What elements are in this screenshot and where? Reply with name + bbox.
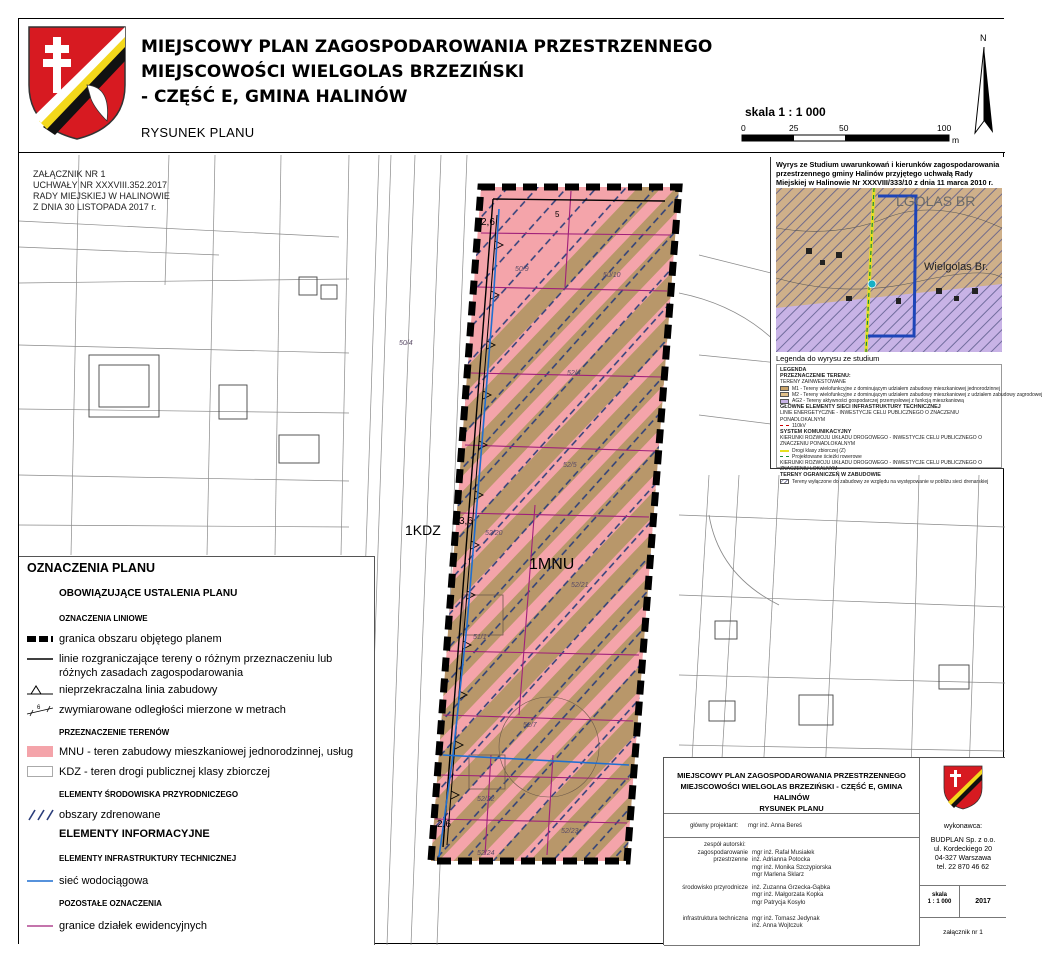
- title-block-title: MIEJSCOWY PLAN ZAGOSPODAROWANIA PRZESTRZENNEGO MIEJSCOWOŚCI WIELGOLAS BRZEZIŃSKI - CZĘŚĆ E, GMINA HALINÓW RYSUNEK PLANU: [664, 758, 920, 814]
- inset-place-label: Wielgolas Br.: [924, 261, 989, 273]
- dimension-symbol-icon: [27, 703, 53, 717]
- svg-text:50/10: 50/10: [603, 272, 621, 279]
- scale-label: skala 1 : 1 000: [745, 105, 826, 119]
- building-line-symbol-icon: [27, 683, 53, 697]
- svg-text:52/4: 52/4: [567, 370, 581, 377]
- scale-tick-label: 50: [839, 123, 849, 133]
- parcel-line-symbol-icon: [27, 919, 53, 933]
- inset-place-label-top: LGOLAS BR: [896, 193, 976, 209]
- legend-item-zone-boundary: linie rozgraniczające tereny o różnym przeznaczeniu lub różnych zasadach zagospodarowania: [27, 652, 367, 680]
- legend-item-plan-boundary: granica obszaru objętego planem: [27, 632, 222, 646]
- svg-text:50/9: 50/9: [515, 266, 529, 273]
- dim-label: 5: [555, 210, 560, 219]
- svg-text:52/21: 52/21: [571, 582, 589, 589]
- legend-item-water: sieć wodociągowa: [27, 874, 148, 888]
- inset-map: [776, 188, 1002, 352]
- scale-tick-label: 100: [937, 123, 952, 133]
- legend-info-heading: ELEMENTY INFORMACYJNE: [59, 828, 210, 840]
- legend-binding-heading: OBOWIĄZUJĄCE USTALENIA PLANU: [59, 588, 238, 599]
- plan-sheet: [18, 18, 1042, 944]
- attachment-pane: załącznik nr 1: [943, 929, 983, 936]
- legend-item-kdz: KDZ - teren drogi publicznej klasy zbiorczej: [27, 765, 270, 779]
- svg-text:52/24: 52/24: [477, 850, 495, 857]
- chief-designer-pane: główny projektant: mgr inż. Anna Bereś: [664, 814, 920, 838]
- inset-legend: LEGENDA PRZEZNACZENIE TERENU: TERENY ZAINWESTOWANE M1 - Tereny wielofunkcyjne z dominującym udziałem zabudowy mieszkaniowej jednorodzinnej M2 - Tereny wielofunkcyjne z dominującym udziałem zabudowy mieszkaniowej z udziałem zabudowy zagrodowej AG2 - Tereny aktywności gospodarczej przemysłowej z funkcją mieszkaniową GŁÓWNE ELEMENTY SIECI INFRASTRUKTURY TECHNICZNEJ LINIE ENERGETYCZNE - INWESTYCJE CELU PUBLICZNEGO O ZNACZENIU PONADLOKALNYM 110kV SYSTEM KOMUNIKACYJNY KIERUNKI ROZWOJU UKŁADU DROGOWEGO - INWESTYCJE CELU PUBLICZNEGO O ZNACZENIU PONADLOKALNYM Drogi klasy zbiorczej (Z) Projektowane ścieżki rowerowe KIERUNKI ROZWOJU UKŁADU DROGOWEGO - INWESTYCJE CELU PUBLICZNEGO O ZNACZENIU LOKALNYM TERENY OGRANICZEŃ W ZABUDOWIE Tereny wyłączone do zabudowy ze względu na występowanie w pobliżu sieci drenarskiej: [776, 364, 1002, 468]
- legend-item-building-line: nieprzekraczalna linia zabudowy: [27, 683, 217, 697]
- halinow-coat-of-arms-icon: [922, 762, 1004, 812]
- author-team-pane: zespół autorski: zagospodarowanie przestrzenne mgr inż. Rafał Musiałek inż. Adrianna Potocka mgr inż. Monika Szczypiorska mgr Marlena Sklarz środowisko przyrodnicze inż. Zuzanna Grzecka-Gąbka mgr inż. Małgorzata Kopka mgr Patrycja Kosyło infrastruktura techniczna mgr inż. Tomasz Jedynak inż. Anna Wojtczuk: [664, 838, 920, 946]
- svg-text:52/20: 52/20: [485, 530, 503, 537]
- svg-text:52/22: 52/22: [477, 796, 495, 803]
- dim-label: 2,6: [437, 819, 451, 830]
- annex-note: ZAŁĄCZNIK NR 1 UCHWAŁY NR XXXVIII.352.2017 RADY MIEJSKIEJ W HALINOWIE Z DNIA 30 LISTOPADA 2017 r.: [33, 169, 170, 212]
- north-arrow-icon: [969, 29, 999, 141]
- drainage-symbol-icon: [27, 808, 53, 822]
- plan-legend: [19, 556, 375, 945]
- studium-inset: [770, 157, 1042, 485]
- halinow-coat-of-arms-icon: [25, 23, 129, 141]
- svg-text:52/7: 52/7: [523, 722, 537, 729]
- svg-text:52/23: 52/23: [561, 828, 579, 835]
- plan-subtitle: RYSUNEK PLANU: [141, 125, 255, 140]
- plan-map: [19, 155, 1042, 945]
- dim-label: 3,6: [459, 516, 473, 527]
- scale-tick-label: 25: [789, 123, 799, 133]
- svg-text:52/5: 52/5: [563, 462, 577, 469]
- dim-label: 2,6: [481, 217, 495, 228]
- plan-title: MIEJSCOWY PLAN ZAGOSPODAROWANIA PRZESTRZENNEGO MIEJSCOWOŚCI WIELGOLAS BRZEZIŃSKI - CZĘŚĆ E, GMINA HALINÓW: [141, 37, 713, 107]
- legend-lines-heading: OZNACZENIA LINIOWE: [59, 614, 148, 623]
- svg-text:50/4: 50/4: [399, 340, 413, 347]
- water-line-symbol-icon: [27, 874, 53, 888]
- inset-title: Wyrys ze Studium uwarunkowań i kierunków zagospodarowania przestrzennego gminy Halinów przyjętego uchwałą Rady Miejskiej w Halinowie Nr XXXVIII/333/10 z dnia 11 marca 2010 r.: [776, 160, 1000, 187]
- legend-nature-heading: ELEMENTY ŚRODOWISKA PRZYRODNICZEGO: [59, 790, 239, 799]
- legend-item-parcels: granice działek ewidencyjnych: [27, 919, 207, 933]
- year-pane: 2017: [960, 886, 1006, 918]
- plan-boundary-symbol-icon: [27, 632, 53, 646]
- performer-pane: wykonawca: BUDPLAN Sp. z o.o. ul. Kordeckiego 20 04-327 Warszawa tel. 22 870 46 62: [920, 814, 1006, 886]
- legend-purpose-heading: PRZEZNACZENIE TERENÓW: [59, 728, 170, 737]
- svg-text:51/1: 51/1: [473, 634, 487, 641]
- legend-title: OZNACZENIA PLANU: [27, 561, 156, 575]
- legend-infra-heading: ELEMENTY INFRASTRUKTURY TECHNICZNEJ: [59, 854, 237, 863]
- scale-bar: [741, 121, 967, 149]
- legend-item-mnu: MNU - teren zabudowy mieszkaniowej jednorodzinnej, usług: [27, 745, 353, 759]
- inset-legend-title: Legenda do wyrysu ze studium: [776, 354, 880, 363]
- svg-text:6: 6: [37, 705, 41, 711]
- zone-label-kdz: 1KDZ: [405, 522, 441, 538]
- legend-item-dimension: 6 zwymiarowane odległości mierzone w metrach: [27, 703, 286, 717]
- plan-header: [19, 19, 1005, 153]
- zone-label-mnu: 1MNU: [529, 556, 575, 573]
- title-block: [663, 757, 1005, 945]
- legend-other-heading: POZOSTAŁE OZNACZENIA: [59, 899, 162, 908]
- svg-text:N: N: [980, 33, 987, 43]
- scale-tick-label: 0: [741, 123, 746, 133]
- zone-boundary-symbol-icon: [27, 652, 53, 666]
- legend-item-drainage: obszary zdrenowane: [27, 808, 161, 822]
- scale-pane: skala 1 : 1 000: [920, 886, 960, 918]
- scale-unit: m: [952, 135, 960, 145]
